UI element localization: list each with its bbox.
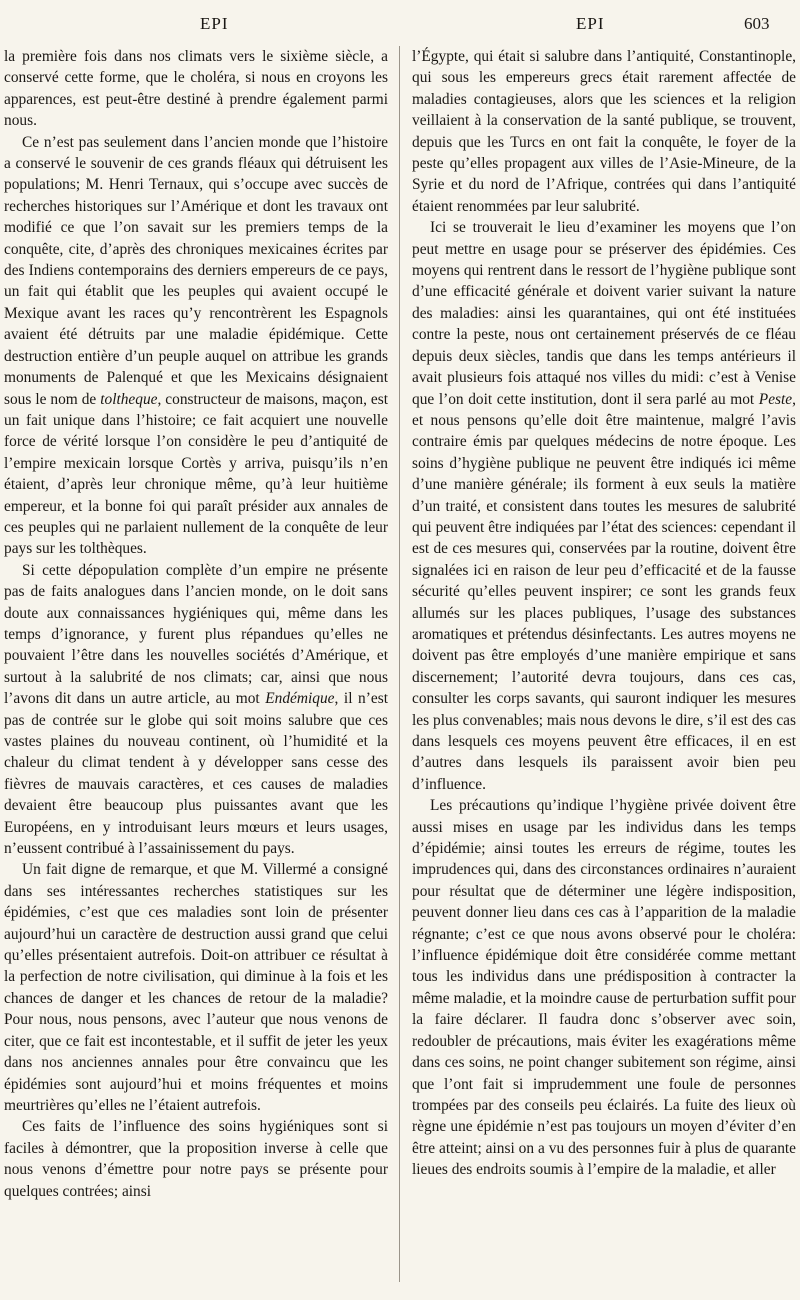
paragraph-text: , constructeur de maisons, maçon, est un fait unique dans l’histoire; ce fait acquiert une nouvelle force de vérité lorsque l’on considère le peu d’antiquité de l’empire mexicain lorsque Cortès y arriva, puisqu’ils n’en étaient, d’après leur chronique même, qu’à leur huitième empereur, et la bonne foi qui paraît présider aux annales de ces peuples qui ne parlaient nullement de la conquête de leur pays sur les tolthèques.: [4, 390, 388, 558]
right-running-head: EPI: [576, 14, 605, 33]
italic-term: Peste: [758, 390, 793, 408]
left-column: [4, 46, 388, 1290]
paragraph-text: , et nous pensons qu’elle doit être maintenue, malgré l’avis contraire émis par quelques médecins de notre époque. Les soins d’hygiène publique ne peuvent être indiqués ici même d’une manière générale; ils forment à eux seuls la matière d’un traité, et consistent dans toutes les mesures de salubrité qui peuvent être indiquées par l’état des sciences: cependant il est de ces mesures qui, conservées par la routine, doivent être signalées ici en raison de leur peu d’efficacité et de la fausse sécurité qu’elles peuvent inspirer; ce sont les grands feux allumés sur les places publiques, l’usage des substances aromatiques et prétendus désinfectants. Les autres moyens ne doivent pas être employés d’une manière empirique et sans discernement; l’autorité devra toujours, dans ces cas, consulter les corps savants, qui sauront indiquer les mesures les plus convenables; mais nous devons le dire, s’il est des cas dans lesquels ces moyens peuvent être efficaces, il en est d’autres dans lesquels ils paraissent avoir bien peu d’influence.: [412, 390, 796, 793]
paragraph-text: Ce n’est pas seulement dans l’ancien monde que l’histoire a conservé le souvenir de ces grands fléaux qui détruisent les populations; M. Henri Ternaux, qui s’occupe avec succès de recherches historiques sur l’Amérique et dont les travaux ont modifié ce que l’on savait sur les premiers temps de la conquête, cite, d’après des chroniques mexicaines écrites par des Indiens contemporains des derniers empereurs de ce pays, un fait qui établit que les peuples qui avaient occupé le Mexique avant les races qu’y rencontrèrent les Espagnols avaient été détruits par une maladie épidémique. Cette destruction entière d’un peuple auquel on attribue les grands monuments de Palenqué et que les Mexicains désignaient sous le nom de: [4, 133, 388, 408]
page-number: 603: [744, 14, 770, 33]
column-divider: [399, 46, 400, 1282]
paragraph-text: , il n’est pas de contrée sur le globe qui soit moins salubre que ces vastes plaines du nouveau continent, où l’humidité et la chaleur du climat tendent à y développer sans cesse des fièvres de mauvais caractères, et ces causes de maladies devaient être beaucoup plus puissantes avant que les Européens, en y introduisant leurs mœurs et leurs usages, n’eussent contribué à l’assainissement du pays.: [4, 690, 388, 858]
paragraph-text: Si cette dépopulation complète d’un empire ne présente pas de faits analogues dans l’ancien monde, on le doit sans doute aux connaissances hygiéniques qui, même dans les temps d’ignorance, y furent plus répandues qu’elles ne pouvaient l’être dans les nouvelles sociétés d’Amérique, et surtout à la salubrité de nos climats; car, ainsi que nous l’avons dit dans un autre article, au mot: [4, 561, 388, 708]
right-column: [412, 46, 796, 1290]
paragraph: l’Égypte, qui était si salubre dans l’antiquité, Constantinople, qui sous les empereurs grecs était rarement affectée de maladies contagieuses, alors que les sciences et la religion veillaient à la conservation de la santé publique, se trouvent, depuis que les Turcs en ont fait la conquête, le foyer de la peste qu’elles propagent aux villes de l’Asie-Mineure, de la Syrie et du nord de l’Afrique, contrées qui dans l’antiquité étaient renommées par leur salubrité.: [412, 48, 796, 215]
paragraph: Un fait digne de remarque, et que M. Villermé a consigné dans ses intéressantes recherches statistiques sur les épidémies, c’est que ces maladies sont loin de présenter aujourd’hui un caractère de destruction aussi grand que celui qu’elles présentaient autrefois. Doit-on attribuer ce résultat à la perfection de notre civilisation, qui diminue à la fois et les chances de danger et les chances de retour de la maladie? Pour nous, nous pensons, avec l’auteur que nous venons de citer, que ce fait est incontestable, et il suffit de jeter les yeux dans nos anciennes annales pour être convaincu que les épidémies sont aujourd’hui et moins fréquentes et moins meurtrières qu’elles ne l’étaient autrefois.: [4, 861, 388, 1114]
running-header: [0, 14, 800, 42]
paragraph: la première fois dans nos climats vers le sixième siècle, a conservé cette forme, que le choléra, si nous en croyons les apparences, est peut-être destiné à prendre également parmi nous.: [4, 48, 388, 130]
paragraph-text: Ici se trouverait le lieu d’examiner les moyens que l’on peut mettre en usage pour se préserver des épidémies. Ces moyens qui rentrent dans le ressort de l’hygiène publique sont d’une efficacité générale et doivent varier suivant la nature des maladies: ainsi les quarantaines, qui ont été instituées contre la peste, nous ont certainement préservés de ce fléau depuis deux siècles, tandis que dans les temps antérieurs il avait plusieurs fois attaqué nos villes du midi: c’est à Venise que l’on doit cette institution, dont il sera parlé au mot: [412, 219, 796, 408]
paragraph: Ces faits de l’influence des soins hygiéniques sont si faciles à démontrer, que la proposition inverse à celle que nous venons d’émettre pour notre pays se présente pour quelques contrées; ainsi: [4, 1118, 388, 1200]
paragraph: [4, 560, 388, 860]
italic-term: Endémique: [265, 690, 335, 708]
paragraph: Les précautions qu’indique l’hygiène privée doivent être aussi mises en usage par les individus dans les temps d’épidémie; ainsi toutes les erreurs de régime, toutes les imprudences qui, dans des circonstances ordinaires n’auraient pour résultat que de déterminer une légère indisposition, peuvent donner lieu dans ces cas à l’apparition de la maladie régnante; c’est ce que nous avons observé pour le choléra: l’influence épidémique doit être considérée comme mettant tous les individus dans une prédisposition à contracter la même maladie, et la moindre cause de perturbation suffit pour la faire déclarer. Il faudra donc s’observer avec soin, redoubler de précautions, mais éviter les exagérations même dans ces soins, ne point changer subitement son régime, ainsi que l’ont fait si imprudemment une foule de personnes trompées par des conseils peu éclairés. La fuite des lieux où règne une épidémie n’est pas toujours un moyen d’éviter d’en être atteint; ainsi on a vu des personnes fuir à plus de quarante lieues des endroits soumis à l’empire de la maladie, et aller: [412, 797, 796, 1179]
paragraph: [412, 217, 796, 795]
italic-term: toltheque: [100, 390, 158, 408]
paragraph: [4, 132, 388, 560]
left-running-head: EPI: [200, 14, 229, 33]
